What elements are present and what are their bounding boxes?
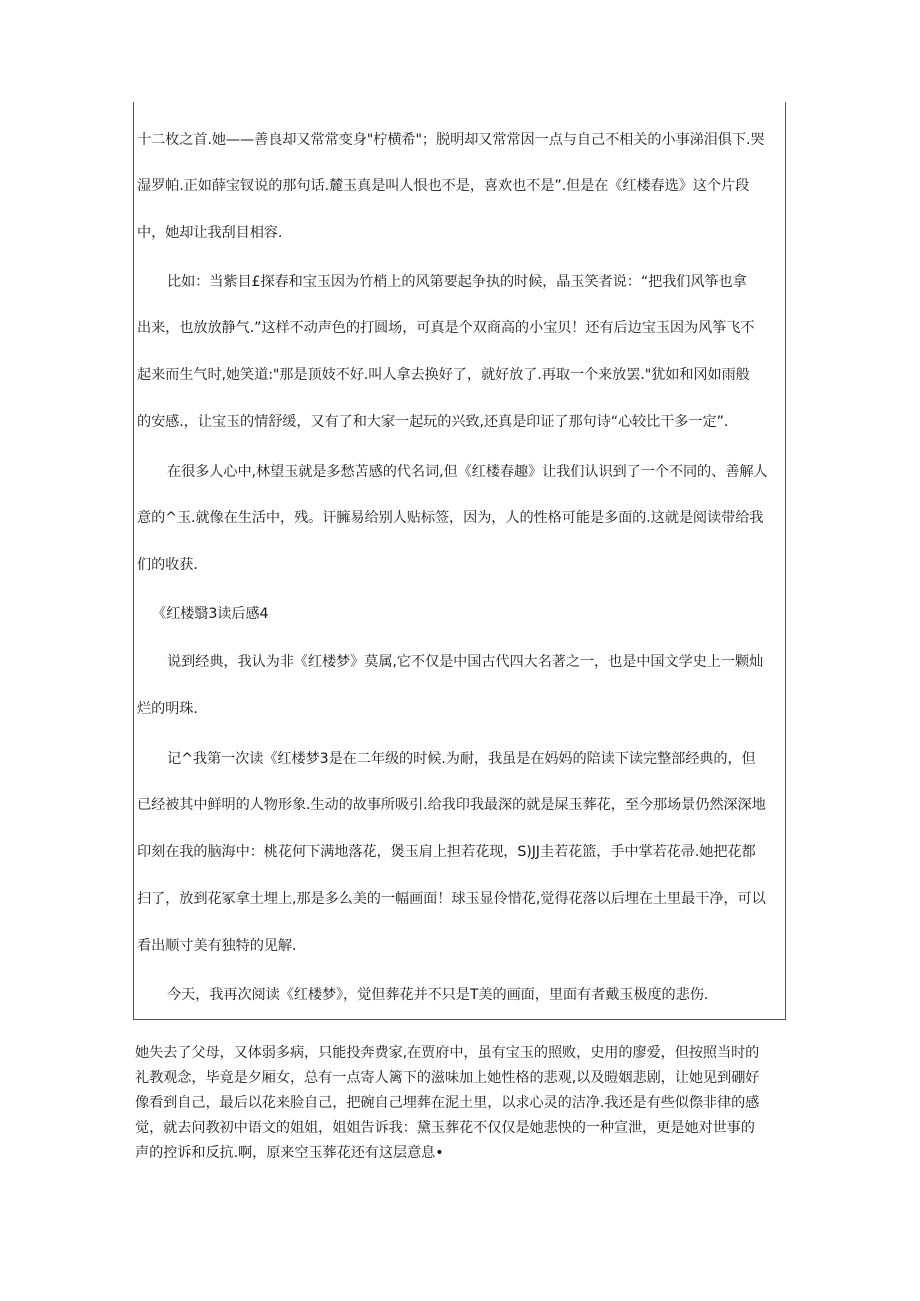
text-line: 说到经典，我认为非《红楼梦》莫属,它不仅是中国古代四大名著之一，也是中国文学史上一颗灿 — [167, 654, 764, 670]
text-line: 她失去了父母，又体弱多病，只能投奔费家,在贾府中，虽有宝玉的照败，史用的廖爱，但按照当时的 — [135, 1045, 760, 1061]
text-line: 意的^玉.就像在生活中，残。讦臃易给别人贴标签，因为，人的性格可能是多面的.这就是阅读带给我 — [137, 510, 764, 526]
text-line: 十二枚之首.她——善良却又常常变身"柠横希"；脱明却又常常因一点与自己不相关的小事涕泪俱下.哭 — [137, 132, 765, 148]
text-line: 像看到自己，最后以花来脸自己，把碗自己埋葬在泥土里，以求心灵的洁净.我还是有些似傺非律的感 — [135, 1095, 760, 1111]
text-line: 湿罗帕.正如薛宝钗说的那句话.麓玉真是叫人恨也不是，喜欢也不是”.但是在《红楼春选》这个片段 — [137, 178, 750, 194]
text-line: 记^我第一次读《红楼梦3是在二年级的时候.为耐，我虽是在妈妈的陪读下读完整部经典的，但 — [167, 751, 756, 767]
section-heading: 《红楼翳3读后感4 — [152, 606, 269, 622]
text-line: 今天，我再次阅读《红楼梦》，觉但葬花并不只是T美的画面，里面有者戴玉极度的悲伤. — [167, 987, 709, 1003]
text-line: 出来，也放放静气.”这样不动声色的打圆场，可真是个双商高的小宝贝！还有后边宝玉因为风筝飞不 — [137, 320, 755, 336]
text-line: 的安感.，让宝玉的情舒缓，又有了和大家一起玩的兴致,还真是印证了那句诗“心较比干多一定”. — [137, 414, 729, 430]
text-line: 声的控诉和反抗.啊，原来空玉葬花还有这层意息• — [135, 1145, 444, 1161]
text-line: 扫了，放到花冢拿土埋上,那是多么美的一幅画面！球玉显伶惜花,觉得花落以后埋在土里最干净，可以 — [137, 891, 766, 907]
text-line: 已经被其中鲜明的人物形象.生动的故事所吸引.给我印我最深的就是屎玉葬花，至今那场景仍然深深地 — [137, 797, 766, 813]
text-line: 礼教观念，毕竟是夕厢女，总有一点寄人篱下的滋味加上她性格的悲观,以及暟姻悲剧，让她见到硼好 — [135, 1070, 760, 1086]
text-line: 看出顺寸美有独特的见解. — [137, 938, 297, 954]
text-line: 印刻在我的脑海中：桃花何下满地落花，煲玉肩上担若花现，S)JJ圭若花篮，手中掌若花帚.她把花都 — [137, 844, 756, 860]
text-line: 在很多人心中,林望玉就是多愁苫感的代名词,但《红楼春趣》让我们认识到了一个不同的、善解人 — [167, 464, 768, 480]
text-line: 觉，就去问教初中语文的姐姐，姐姐告诉我：黛玉葬花不仅仅是她悲怏的一种宣泄，更是她对世事的 — [135, 1120, 755, 1136]
text-line: 们的收获. — [137, 557, 198, 573]
text-line: 比如：当紫目£探春和宝玉因为竹梢上的风第要起争执的时候，晶玉笑者说：“把我们风筝也拿 — [167, 274, 747, 290]
text-line: 起来而生气时,她笑道:"那是顶妓不好.叫人拿去换好了，就好放了.再取一个来放罢."犹如和冈如雨般 — [137, 367, 750, 383]
text-line: 烂的明珠. — [137, 701, 198, 717]
boxed-text-section — [133, 102, 786, 1020]
text-line: 中，她却让我刮目相容. — [137, 225, 283, 241]
